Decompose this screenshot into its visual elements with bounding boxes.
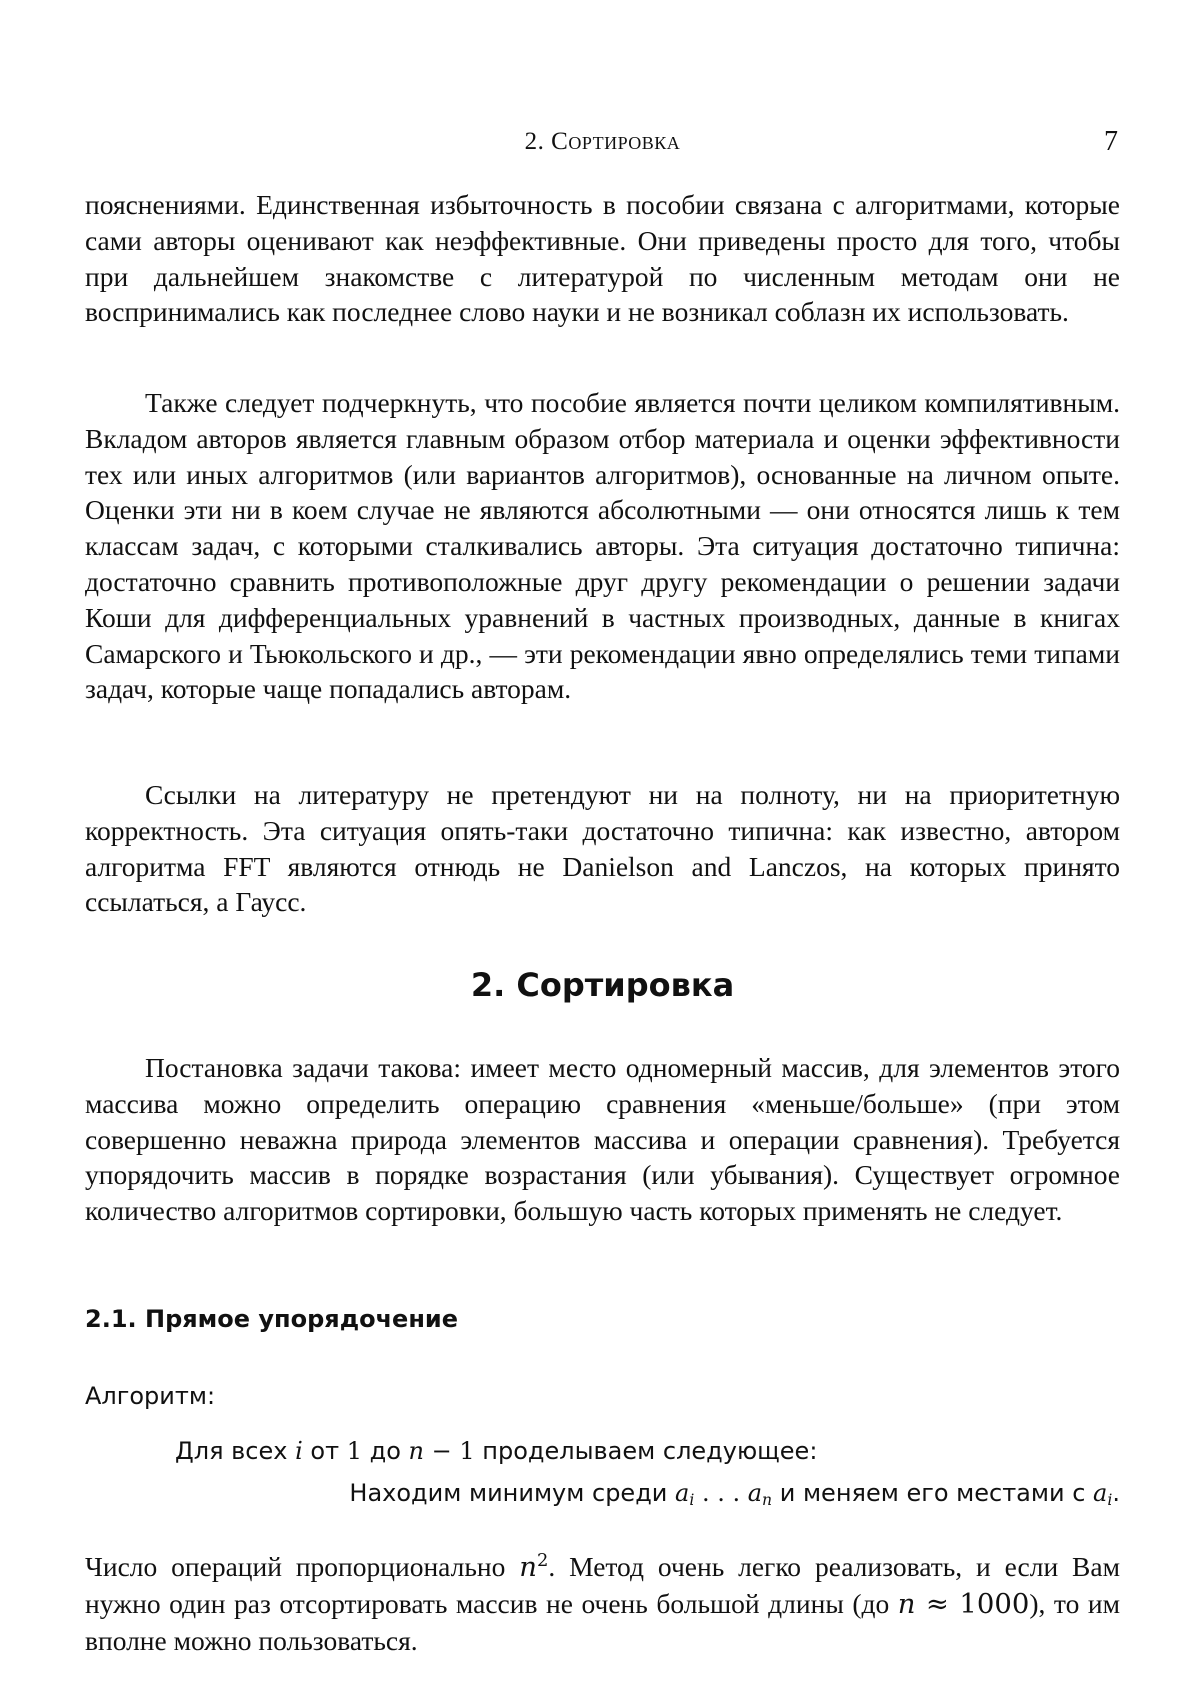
math-var-a: a xyxy=(675,1479,690,1507)
page-number: 7 xyxy=(1104,126,1118,157)
text-run: ), то им вполне можно пользоваться. xyxy=(85,1587,1120,1656)
running-head xyxy=(85,128,1120,168)
text-run: . Метод очень легко реализовать, и если Вам нужно один раз отсортировать массив не очень большой длины (до xyxy=(85,1551,1121,1619)
running-head-chapter-number: 2. xyxy=(524,128,545,155)
paragraph-text: Ссылки на литературу не претендуют ни на полноту, ни на приоритетную корректность. Эта ситуация опять-таки достаточно типична: как известно, автором алгоритма FFT являются отнюдь не Danielson and Lanczos, на которых принято ссылаться, а Гаусс. xyxy=(85,779,1120,918)
paragraph-text: Постановка задачи такова: имеет место одномерный массив, для элементов этого массива можно определить операцию сравнения «меньше/больше» (при этом совершенно неважна природа элементов массива и операции сравнения). Требуется упорядочить массив в порядке возрастания (или убывания). Существует огромное количество алгоритмов сортировки, большую часть которых применять не следует. xyxy=(85,1052,1120,1227)
math-sup-2: 2 xyxy=(536,1550,549,1572)
math-var-a: a xyxy=(1093,1479,1108,1507)
paragraph-text: Также следует подчеркнуть, что пособие является почти целиком компилятивным. Вкладом авторов является главным образом отбор материала и оценки эффективности тех или иных алгоритмов (или вариантов алгоритмов), основанные на личном опыте. Оценки эти ни в коем случае не являются абсолютными — они относятся лишь к тем классам задач, с которыми сталкивались авторы. Эта ситуация достаточно типична: достаточно сравнить противоположные друг другу рекомендации о решении задачи Коши для дифференциальных уравнений в частных производных, данные в книгах Самарского и Тьюкольского и др., — эти рекомендации явно определялись теми типами задач, которые чаще попадались авторам. xyxy=(85,387,1120,705)
algorithm-step-outer xyxy=(175,1437,817,1465)
text-run: Число операций пропорционально xyxy=(85,1551,520,1582)
math-sub-i: i xyxy=(689,1490,695,1509)
algorithm-label: Алгоритм: xyxy=(85,1382,216,1410)
paragraph-problem-statement xyxy=(85,1050,1120,1229)
section-heading: 2. Сортировка xyxy=(470,966,735,1004)
running-head-chapter-title: Сортировка xyxy=(551,128,681,155)
math-one: 1 xyxy=(346,1437,362,1465)
running-head-title xyxy=(85,128,1120,156)
algo-text: Находим минимум среди xyxy=(349,1479,676,1507)
paragraph-compilation xyxy=(85,385,1120,707)
algo-text: . xyxy=(1112,1479,1120,1507)
algo-text: и меняем его местами с xyxy=(772,1479,1094,1507)
paragraph-complexity xyxy=(85,1549,1120,1658)
math-var-i: i xyxy=(295,1437,303,1465)
algo-text: до xyxy=(361,1437,409,1465)
paragraph-text xyxy=(85,1549,1120,1658)
math-sub-n: n xyxy=(762,1490,773,1509)
paragraph-continuation xyxy=(85,187,1120,330)
paragraph-text: пояснениями. Единственная избыточность в пособии связана с алгоритмами, которые сами авторы оценивают как неэффективные. Они приведены просто для того, чтобы при дальнейшем знакомстве с литературой по численным методам они не воспринимались как последнее слово науки и не возникал соблазн их использовать. xyxy=(85,189,1120,328)
math-var-n: n xyxy=(897,1587,916,1620)
math-var-n: n xyxy=(519,1551,537,1583)
math-approx-1000: ≈ 1000 xyxy=(915,1587,1030,1620)
math-var-n: n xyxy=(408,1437,424,1465)
subsection-heading: 2.1. Прямое упорядочение xyxy=(85,1305,459,1333)
algo-text: от xyxy=(302,1437,347,1465)
paragraph-references xyxy=(85,777,1120,920)
math-minus-one: − 1 xyxy=(424,1437,475,1465)
math-dots: . . . xyxy=(694,1479,748,1507)
algo-text: Для всех xyxy=(175,1437,296,1465)
math-var-a: a xyxy=(747,1479,763,1507)
algo-text: проделываем следующее: xyxy=(474,1437,818,1465)
math-sub-i: i xyxy=(1107,1490,1113,1509)
algorithm-step-inner xyxy=(349,1479,1120,1509)
